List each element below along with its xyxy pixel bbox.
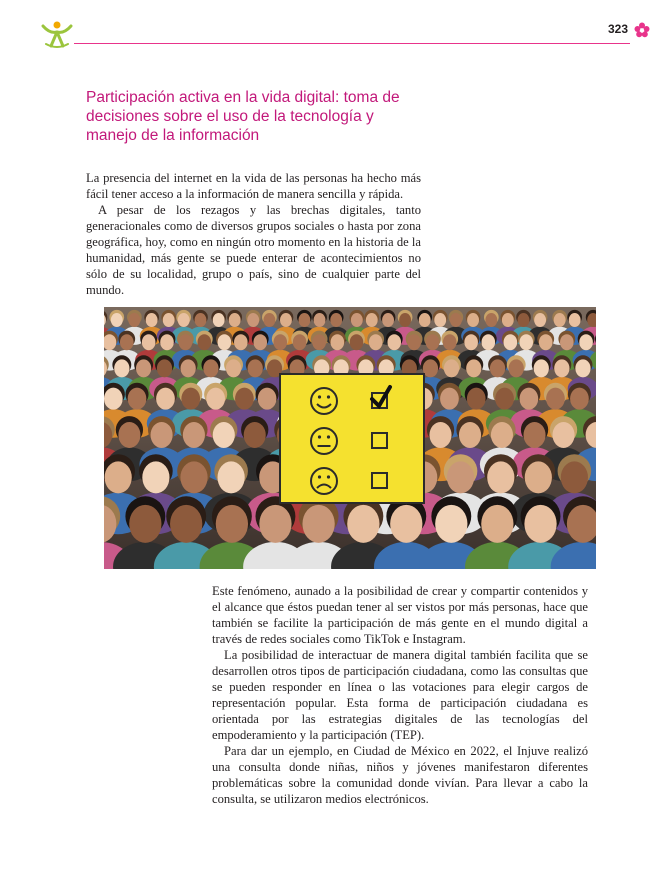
crowd-person-face xyxy=(467,313,479,327)
crowd-person-face xyxy=(128,313,140,327)
crowd-person-face xyxy=(490,359,505,377)
crowd-person-face xyxy=(198,334,212,350)
crowd-person-face xyxy=(206,388,225,410)
crowd-person-face xyxy=(253,334,267,350)
crowd-person-face xyxy=(382,313,394,327)
section-title: Participación activa en la vida digital: toma de decisiones sobre el uso de la tecnología y manejo de la información xyxy=(86,89,400,144)
crowd-person-face xyxy=(203,359,218,377)
crowd-person-face xyxy=(423,359,438,377)
crowd-person-face xyxy=(467,388,486,410)
crowd-person-face xyxy=(569,313,581,327)
crowd-person-face xyxy=(491,422,513,448)
crowd-person-face xyxy=(181,388,200,410)
intro-paragraph-1: La presencia del internet en la vida de las personas ha hecho más fácil tener acceso a la información de manera sencilla y rápida. xyxy=(86,171,421,201)
crowd-person-face xyxy=(263,313,275,327)
crowd-person-face xyxy=(195,313,207,327)
crowd-person-face xyxy=(157,359,172,377)
crowd-person-face xyxy=(170,505,202,543)
crowd-person-face xyxy=(128,388,147,410)
crowd-person-face xyxy=(258,388,277,410)
crowd-person-face xyxy=(554,313,566,327)
crowd-person-face xyxy=(293,334,307,350)
crowd-person-face xyxy=(142,334,156,350)
crowd-person-face xyxy=(399,313,411,327)
crowd-person-face xyxy=(160,334,174,350)
crowd-person-face xyxy=(487,461,514,493)
crowd-person-face xyxy=(575,359,590,377)
crowd-person-face xyxy=(520,388,539,410)
crowd-person-face xyxy=(120,334,134,350)
crowd-person-face xyxy=(560,334,574,350)
crowd-person-face xyxy=(443,334,457,350)
crowd-person-face xyxy=(407,334,421,350)
crowd-survey-photo xyxy=(104,307,596,569)
crowd-person-face xyxy=(509,359,524,377)
crowd-person-face xyxy=(366,313,378,327)
crowd-person-face xyxy=(504,334,518,350)
crowd-person-face xyxy=(234,334,248,350)
crowd-person-face xyxy=(136,359,151,377)
crowd-person-face xyxy=(156,388,175,410)
page-number: 323 xyxy=(608,22,629,36)
crowd-person-face xyxy=(213,313,225,327)
crowd-person-face xyxy=(330,313,342,327)
crowd-person-face xyxy=(429,422,451,448)
crowd-person-face xyxy=(118,422,140,448)
crowd-person-face xyxy=(218,334,232,350)
person-arms-raised-icon xyxy=(40,20,74,50)
lower-paragraph-2: La posibilidad de interactuar de manera digital también facilita que se desarrollen otros tipos de participación ciudadana, como las consultas que se pueden responder en línea o las votaciones para elegir cargos de representación popular. Esta forma de participación ciudadana es orientada por las estrategias digitales de las tecnologías del empoderamiento y la participación (TEP). xyxy=(212,648,588,742)
crowd-person-face xyxy=(111,313,123,327)
intro-text xyxy=(86,170,421,298)
crowd-person-face xyxy=(579,334,593,350)
crowd-person-face xyxy=(178,313,190,327)
crowd-person-face xyxy=(459,422,481,448)
lower-text xyxy=(212,583,588,807)
crowd-person-face xyxy=(502,313,514,327)
crowd-person-face xyxy=(435,505,467,543)
crowd-person-face xyxy=(273,334,287,350)
survey-card xyxy=(280,374,424,503)
crowd-person-face xyxy=(481,505,513,543)
crowd-person-face xyxy=(534,359,549,377)
crowd-person-face xyxy=(146,313,158,327)
crowd-person-face xyxy=(518,313,530,327)
crowd-person-face xyxy=(482,334,496,350)
crowd-person-face xyxy=(534,313,546,327)
crowd-person-face xyxy=(314,313,326,327)
crowd-person-face xyxy=(312,334,326,350)
crowd-person-face xyxy=(466,359,481,377)
crowd-person-face xyxy=(546,388,565,410)
crowd-person-face xyxy=(390,505,422,543)
crowd-person-face xyxy=(151,422,173,448)
crowd-illustration xyxy=(104,307,596,569)
header-rule xyxy=(74,43,630,44)
crowd-person-face xyxy=(426,334,440,350)
crowd-person-face xyxy=(570,388,589,410)
crowd-person-face xyxy=(519,334,533,350)
crowd-person-face xyxy=(444,359,459,377)
crowd-person-face xyxy=(387,334,401,350)
crowd-person-face xyxy=(524,505,556,543)
crowd-person-face xyxy=(280,313,292,327)
crowd-person-face xyxy=(163,313,175,327)
crowd-person-face xyxy=(440,388,459,410)
crowd-person-face xyxy=(183,422,205,448)
crowd-person-face xyxy=(213,422,235,448)
crowd-person-face xyxy=(129,505,161,543)
crowd-person-face xyxy=(539,334,553,350)
crowd-person-face xyxy=(554,359,569,377)
crowd-person-face xyxy=(495,388,514,410)
crowd-person-face xyxy=(350,334,364,350)
crowd-person-face xyxy=(235,388,254,410)
crowd-person-face xyxy=(331,334,345,350)
crowd-person-face xyxy=(226,359,241,377)
crowd-person-face xyxy=(351,313,363,327)
crowd-person-face xyxy=(104,388,123,410)
crowd-person-face xyxy=(179,334,193,350)
crowd-person-face xyxy=(485,313,497,327)
crowd-person-face xyxy=(434,313,446,327)
crowd-person-face xyxy=(347,505,379,543)
crowd-person-face xyxy=(302,505,334,543)
crowd-person-face xyxy=(229,313,241,327)
crowd-person-face xyxy=(419,313,431,327)
crowd-person-face xyxy=(244,422,266,448)
intro-paragraph-2: A pesar de los rezagos y las brechas digitales, tanto generacionales como de diversos grupos sociales o hasta por zona geográfica, hoy, como en ningún otro momento en la historia de la humanidad, más gente se puede enterar de acontecimientos no sólo de su localidad, grupo o país, sino de cualquier parte del mundo. xyxy=(86,203,421,297)
pink-flower-icon xyxy=(634,22,650,38)
crowd-person-face xyxy=(523,422,545,448)
crowd-person-face xyxy=(298,313,310,327)
crowd-person-face xyxy=(552,422,574,448)
crowd-person-face xyxy=(180,359,195,377)
crowd-person-face xyxy=(114,359,129,377)
crowd-person-face xyxy=(105,461,132,493)
crowd-person-face xyxy=(259,505,291,543)
crowd-person-face xyxy=(447,461,474,493)
crowd-person-face xyxy=(180,461,207,493)
crowd-person-face xyxy=(142,461,169,493)
crowd-person-face xyxy=(561,461,588,493)
crowd-person-face xyxy=(369,334,383,350)
crowd-person-face xyxy=(248,359,263,377)
crowd-person-face xyxy=(464,334,478,350)
crowd-person-face xyxy=(216,505,248,543)
crowd-person-face xyxy=(218,461,245,493)
lower-paragraph-1: Este fenómeno, aunado a la posibilidad de crear y compartir contenidos y el alcance que éstos puedan tener al ser vistos por más personas, hace que también se facilite la participación de más gente en el mundo digital a través de redes sociales como TikTok e Instagram. xyxy=(212,584,588,646)
lower-paragraph-3: Para dar un ejemplo, en Ciudad de México en 2022, el Injuve realizó una consulta donde niñas, niños y jóvenes manifestaron diferentes problemáticas sobre la comunidad donde vivían. Para llevar a cabo la consulta, se utilizaron medios electrónicos. xyxy=(212,744,588,806)
crowd-person-face xyxy=(525,461,552,493)
crowd-person-face xyxy=(450,313,462,327)
crowd-person-face xyxy=(247,313,259,327)
